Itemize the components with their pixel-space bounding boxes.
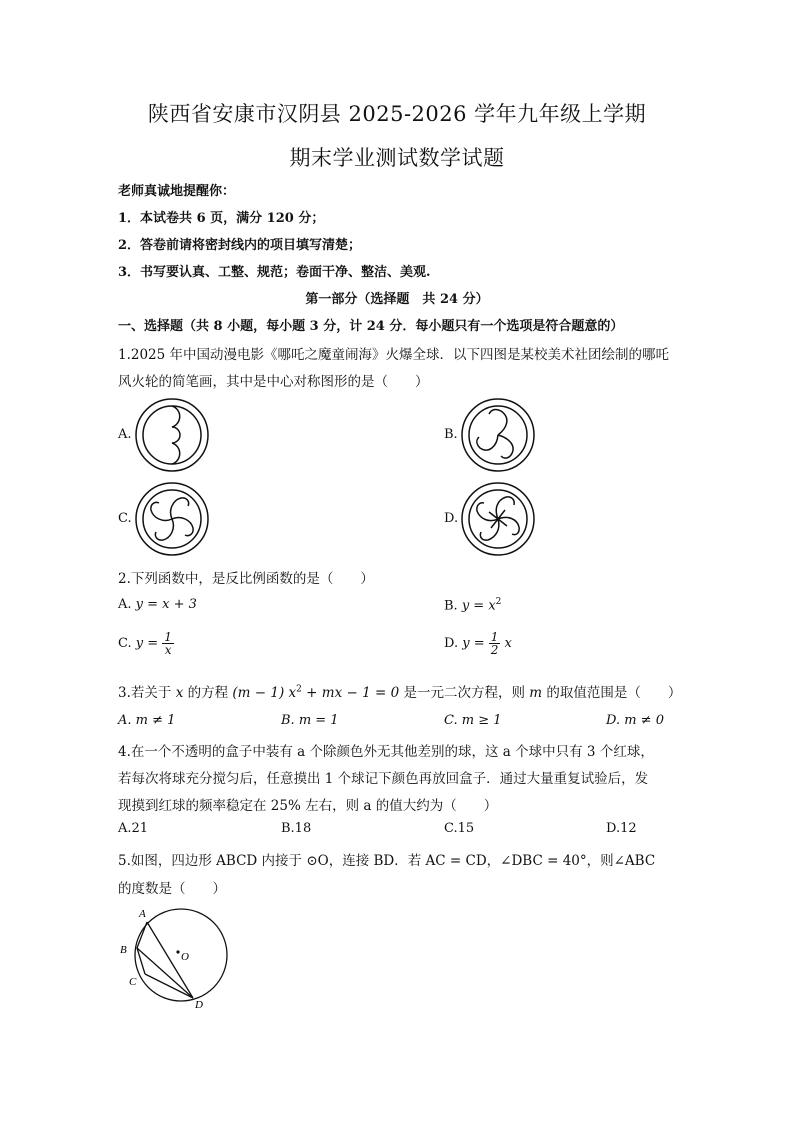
q5-line1: 5.如图，四边形 ABCD 内接于 ⊙O，连接 BD．若 AC = CD，∠DBC = 40°，则∠ABC	[118, 853, 656, 869]
q3-option-a: A. m ≠ 1	[118, 713, 176, 728]
section-instruction: 一、选择题（共 8 小题，每小题 3 分，计 24 分．每小题只有一个选项是符合题意的）	[118, 319, 624, 334]
q2-option-b-label: B.	[444, 598, 458, 614]
q4-option-c: C.15	[444, 821, 475, 836]
q3-equation-exponent: 2	[296, 684, 302, 695]
q2-option-d	[444, 631, 512, 656]
part-title: 第一部分（选择题 共 24 分）	[305, 292, 489, 307]
q4-option-d: D.12	[606, 821, 637, 836]
q1-option-b-label: B.	[444, 427, 458, 442]
q1-option-c-label: C.	[118, 511, 132, 526]
q4-option-b: B.18	[281, 821, 312, 836]
q4-line2: 若每次将球充分搅匀后，任意摸出 1 个球记下颜色再放回盒子．通过大量重复试验后，发	[118, 771, 649, 787]
q4-option-a: A.21	[118, 821, 149, 836]
q4-line3: 现摸到红球的频率稳定在 25% 左右，则 a 的值大约为（ ）	[118, 798, 498, 814]
q2-option-c-label: C.	[118, 636, 132, 651]
q1-line1: 1.2025 年中国动漫电影《哪吒之魔童闹海》火爆全球．以下四图是某校美术社团绘制的哪吒	[118, 347, 670, 363]
label-b: B	[120, 944, 127, 956]
wheel-figure-d	[459, 482, 537, 556]
note-item: 3．书写要认真、工整、规范；卷面干净、整洁、美观.	[118, 265, 431, 280]
q5-circle-figure	[115, 903, 235, 1013]
wheel-figure-c	[133, 482, 211, 556]
q2-option-b	[444, 597, 501, 613]
q2-option-a-label: A.	[118, 597, 132, 612]
q2-option-c-numerator: 1	[164, 630, 172, 644]
wheel-figure-a	[133, 398, 211, 472]
notes-heading: 老师真诚地提醒你：	[118, 184, 236, 199]
q3-stem	[118, 681, 681, 701]
q2-option-a	[118, 597, 197, 612]
q3-option-d: D. m ≠ 0	[606, 713, 664, 728]
q2-option-a-expr: y = x + 3	[135, 597, 197, 612]
note-item: 2．答卷前请将密封线内的项目填写清楚；	[118, 238, 362, 253]
q2-option-d-label: D.	[444, 636, 459, 651]
q1-option-a-label: A.	[118, 427, 132, 442]
page-title-line1: 陕西省安康市汉阴县 2025-2026 学年九年级上学期	[147, 102, 647, 126]
q2-stem: 2.下列函数中，是反比例函数的是（ ）	[118, 571, 374, 587]
q2-option-c-denominator: x	[164, 643, 172, 657]
q2-option-c-fraction	[162, 631, 174, 656]
q3-stem-d: 的取值范围是（ ）	[546, 685, 682, 701]
q3-stem-a: 3.若关于	[118, 685, 172, 701]
label-c: C	[129, 976, 137, 988]
q3-stem-b: 的方程	[187, 685, 229, 701]
q2-option-d-tail: x	[504, 636, 512, 651]
q5-line2: 的度数是（ ）	[118, 881, 226, 897]
q2-option-d-fraction	[489, 631, 501, 656]
page-title-line2: 期末学业测试数学试题	[289, 146, 505, 170]
label-a: A	[139, 908, 146, 920]
q4-line1: 4.在一个不透明的盒子中装有 a 个除颜色外无其他差别的球，这 a 个球中只有 3 个红球，	[118, 744, 654, 760]
q2-option-b-expr: y = x	[461, 598, 496, 614]
label-o: O	[181, 951, 189, 963]
q2-option-c-lhs: y =	[135, 636, 159, 651]
q3-option-b: B. m = 1	[281, 713, 339, 728]
q2-option-d-denominator: 2	[490, 643, 499, 657]
q2-option-c	[118, 631, 174, 656]
center-point	[176, 950, 179, 953]
q3-stem-c: 是一元二次方程，则	[403, 685, 525, 701]
q1-line2: 风火轮的简笔画，其中是中心对称图形的是（ ）	[118, 374, 429, 390]
q3-stem-m: m	[529, 685, 543, 701]
q3-option-c: C. m ≥ 1	[444, 713, 502, 728]
q3-equation-part2: + mx − 1 = 0	[306, 685, 400, 701]
wheel-figure-b	[459, 398, 537, 472]
q2-option-d-numerator: 1	[490, 630, 499, 644]
q3-stem-x: x	[175, 685, 184, 701]
q1-option-d-label: D.	[444, 511, 459, 526]
q3-equation-part1: (m − 1) x	[232, 685, 297, 701]
q2-option-d-lhs: y =	[462, 636, 485, 651]
label-d: D	[195, 999, 203, 1011]
note-item: 1．本试卷共 6 页，满分 120 分；	[118, 211, 325, 226]
q2-option-b-exponent: 2	[495, 597, 502, 607]
